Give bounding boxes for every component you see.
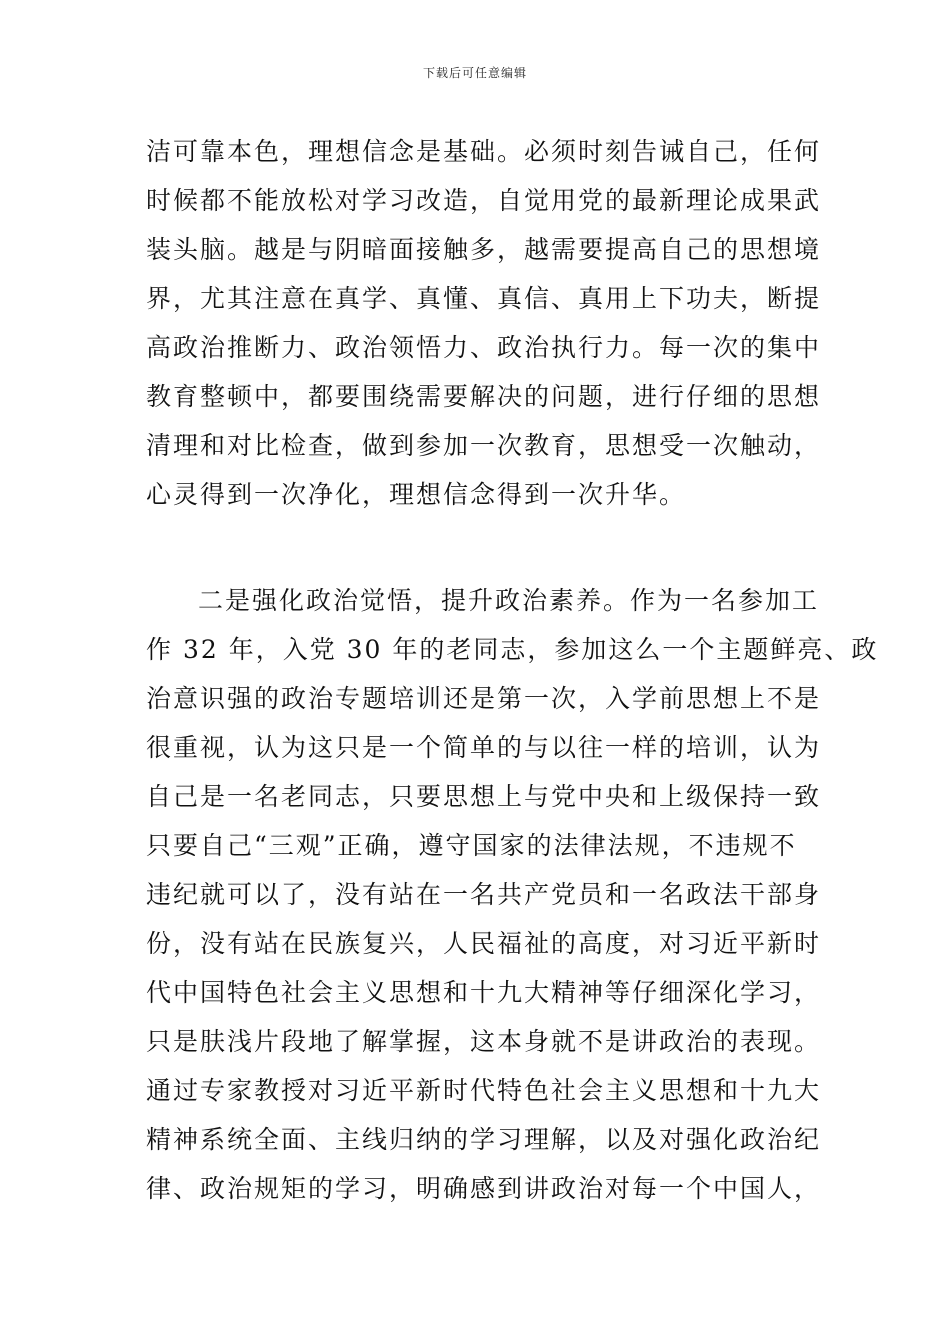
text-line: 装头脑。越是与阴暗面接触多，越需要提高自己的思想境 xyxy=(146,235,822,264)
text-line: 只要自己“三观”正确，遵守国家的法律法规，不违规不 xyxy=(146,831,797,860)
text-line: 精神系统全面、主线归纳的学习理解，以及对强化政治纪 xyxy=(146,1125,822,1154)
text-line: 作 32 年，入党 30 年的老同志，参加这么一个主题鲜亮、政 xyxy=(146,635,879,664)
text-line: 只是肤浅片段地了解掌握，这本身就不是讲政治的表现。 xyxy=(146,1027,822,1056)
text-line: 清理和对比检查，做到参加一次教育，思想受一次触动， xyxy=(146,431,822,460)
text-line: 高政治推断力、政治领悟力、政治执行力。每一次的集中 xyxy=(146,333,822,362)
text-line: 二是强化政治觉悟，提升政治素养。作为一名参加工 xyxy=(198,586,820,615)
text-line: 时候都不能放松对学习改造，自觉用党的最新理论成果武 xyxy=(146,186,822,215)
text-line: 治意识强的政治专题培训还是第一次，入学前思想上不是 xyxy=(146,684,822,713)
text-line: 洁可靠本色，理想信念是基础。必须时刻告诫自己，任何 xyxy=(146,137,822,166)
text-line: 通过专家教授对习近平新时代特色社会主义思想和十九大 xyxy=(146,1076,822,1105)
text-line: 代中国特色社会主义思想和十九大精神等仔细深化学习， xyxy=(146,978,822,1007)
text-line: 心灵得到一次净化，理想信念得到一次升华。 xyxy=(146,480,687,509)
text-line: 份，没有站在民族复兴，人民福祉的高度，对习近平新时 xyxy=(146,929,822,958)
text-line: 自己是一名老同志，只要思想上与党中央和上级保持一致 xyxy=(146,782,822,811)
text-line: 教育整顿中，都要围绕需要解决的问题，进行仔细的思想 xyxy=(146,382,822,411)
text-line: 违纪就可以了，没有站在一名共产党员和一名政法干部身 xyxy=(146,880,822,909)
page-header-note: 下载后可任意编辑 xyxy=(422,66,527,80)
text-line: 很重视，认为这只是一个简单的与以往一样的培训，认为 xyxy=(146,733,822,762)
text-line: 界，尤其注意在真学、真懂、真信、真用上下功夫，断提 xyxy=(146,284,822,313)
text-line: 律、政治规矩的学习，明确感到讲政治对每一个中国人， xyxy=(146,1174,822,1203)
